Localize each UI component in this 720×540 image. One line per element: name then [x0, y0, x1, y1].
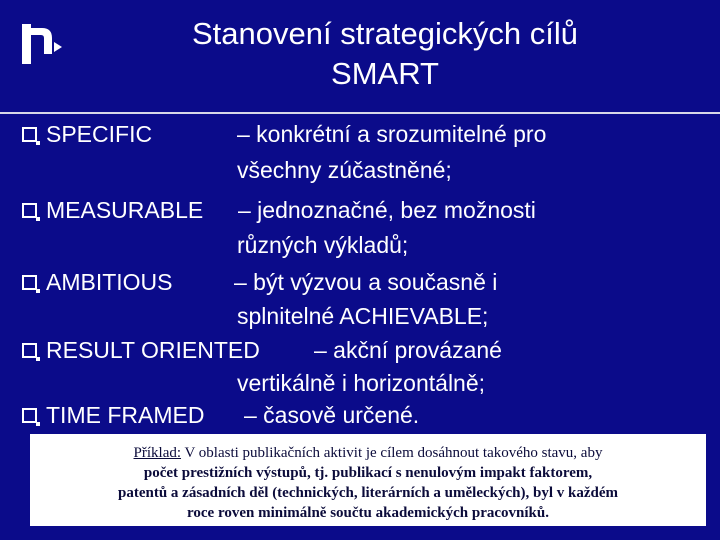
- bullet-text: – jednoznačné, bez možnosti: [238, 197, 536, 223]
- example-line-1-text: V oblasti publikačních aktivit je cílem dosáhnout takového stavu, aby: [181, 445, 603, 461]
- bullet-text: – akční provázané: [314, 337, 502, 363]
- bullet-continuation: vertikálně i horizontálně;: [237, 370, 486, 396]
- title-line-2: SMART: [331, 56, 439, 91]
- title-line-1: Stanovení strategických cílů: [192, 16, 578, 51]
- checkbox-bullet-icon: [22, 343, 37, 358]
- checkbox-bullet-icon: [22, 203, 37, 218]
- bullet-continuation: všechny zúčastněné;: [237, 157, 452, 183]
- bullet-term: AMBITIOUS: [46, 269, 173, 295]
- example-line-4: roce roven minimálně součtu akademických pracovníků.: [187, 505, 549, 521]
- checkbox-bullet-icon: [22, 408, 37, 423]
- bullet-continuation: různých výkladů;: [237, 232, 409, 258]
- logo-icon: [20, 20, 64, 68]
- bullet-term: RESULT ORIENTED: [46, 337, 260, 363]
- title-divider: [0, 112, 720, 114]
- bullet-term: MEASURABLE: [46, 197, 204, 223]
- bullet-continuation: splnitelné ACHIEVABLE;: [237, 303, 489, 329]
- bullet-term: SPECIFIC: [46, 121, 153, 147]
- example-line-3: patentů a zásadních děl (technických, literárních a uměleckých), byl v každém: [118, 485, 618, 501]
- bullet-term: TIME FRAMED: [46, 402, 205, 428]
- slide-title: [70, 14, 700, 94]
- example-line-1: [30, 443, 706, 463]
- example-label: Příklad:: [133, 445, 182, 461]
- example-line-2: počet prestižních výstupů, tj. publikací s nenulovým impakt faktorem,: [143, 465, 593, 481]
- bullet-text: – časově určené.: [244, 402, 420, 428]
- example-box: [30, 434, 706, 526]
- bullet-text: – konkrétní a srozumitelné pro: [237, 121, 547, 147]
- checkbox-bullet-icon: [22, 275, 37, 290]
- bullet-text: – být výzvou a současně i: [234, 269, 498, 295]
- checkbox-bullet-icon: [22, 127, 37, 142]
